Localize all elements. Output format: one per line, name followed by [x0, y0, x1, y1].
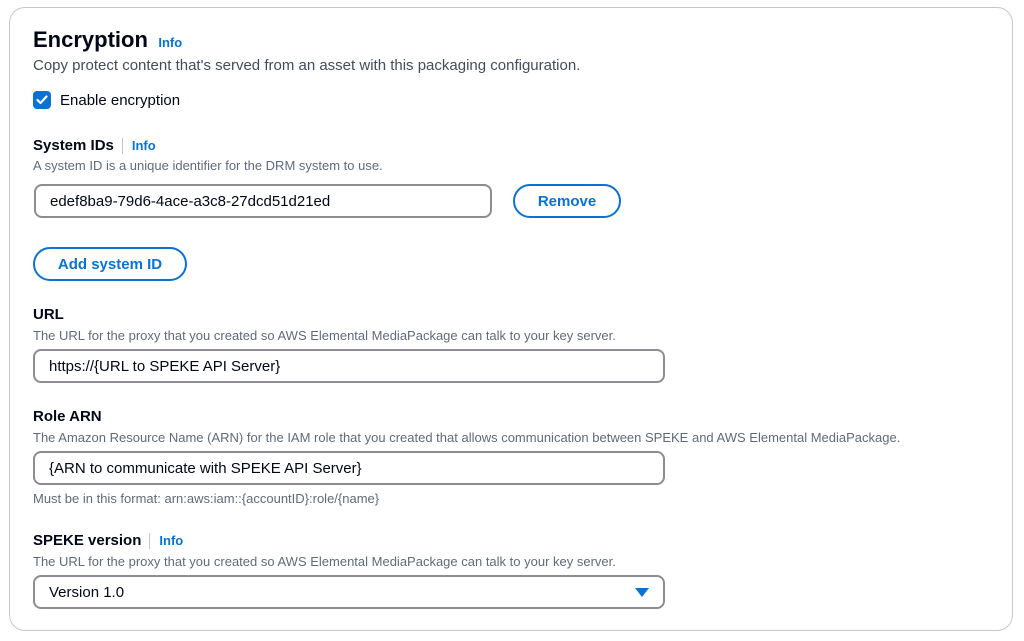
remove-button[interactable]: Remove [513, 184, 621, 218]
url-description: The URL for the proxy that you created so AWS Elemental MediaPackage can talk to your key server. [33, 328, 616, 343]
enable-encryption-row[interactable] [33, 91, 180, 109]
speke-version-select[interactable] [33, 575, 665, 609]
role-arn-input[interactable]: {ARN to communicate with SPEKE API Server} [33, 451, 665, 485]
speke-version-label: SPEKE version [33, 532, 142, 549]
speke-version-info-link[interactable]: Info [159, 533, 184, 548]
speke-version-header [33, 532, 183, 549]
section-description: Copy protect content that's served from an asset with this packaging configuration. [33, 57, 581, 74]
system-ids-header [33, 137, 156, 154]
system-ids-info-link[interactable]: Info [131, 138, 156, 153]
label-divider [149, 533, 150, 549]
caret-down-icon [635, 588, 649, 597]
system-ids-label: System IDs [33, 137, 114, 154]
add-system-id-button[interactable]: Add system ID [33, 247, 187, 281]
section-title: Encryption [33, 27, 148, 52]
role-arn-description: The Amazon Resource Name (ARN) for the IAM role that you created that allows communication between SPEKE and AWS Elemental MediaPackage. [33, 430, 901, 445]
enable-encryption-checkbox[interactable] [33, 91, 51, 109]
url-label: URL [33, 306, 64, 323]
role-arn-constraint: Must be in this format: arn:aws:iam::{accountID}:role/{name} [33, 491, 380, 506]
encryption-panel [9, 7, 1013, 631]
encryption-header [33, 27, 182, 53]
speke-version-selected: Version 1.0 [49, 583, 125, 601]
speke-version-description: The URL for the proxy that you created so AWS Elemental MediaPackage can talk to your key server. [33, 554, 616, 569]
role-arn-label: Role ARN [33, 408, 102, 425]
enable-encryption-label: Enable encryption [60, 91, 181, 109]
system-id-input[interactable]: edef8ba9-79d6-4ace-a3c8-27dcd51d21ed [34, 184, 492, 218]
system-ids-description: A system ID is a unique identifier for the DRM system to use. [33, 158, 383, 173]
checkmark-icon [36, 95, 48, 105]
encryption-info-link[interactable]: Info [158, 35, 183, 50]
url-input[interactable]: https://{URL to SPEKE API Server} [33, 349, 665, 383]
label-divider [122, 138, 123, 154]
